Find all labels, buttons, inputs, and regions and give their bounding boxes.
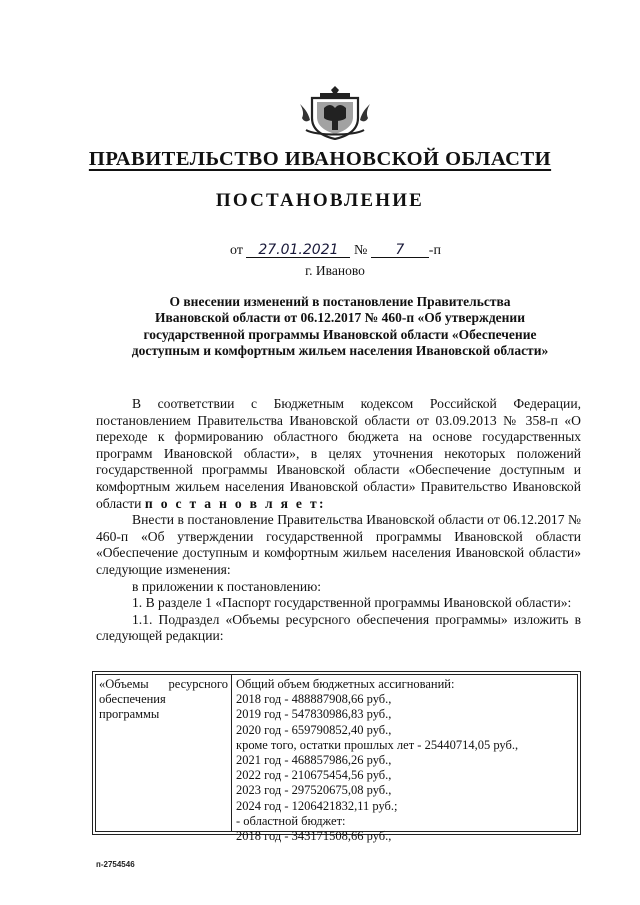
resource-table-inner: [95, 674, 578, 844]
budget-line: кроме того, остатки прошлых лет - 25440714,05 руб.,: [236, 737, 519, 752]
resource-table: [92, 671, 581, 844]
number-sign: №: [353, 243, 368, 258]
document-type: ПОСТАНОВЛЕНИЕ: [215, 190, 425, 211]
date-prefix: от: [230, 243, 243, 258]
city: г. Иваново: [305, 263, 365, 278]
body-paragraph: в приложении к постановлению:: [132, 578, 322, 594]
left-cell-line: обеспечения: [99, 692, 166, 707]
left-cell-word: «Объемы: [99, 677, 149, 691]
budget-line: Общий объем бюджетных ассигнований:: [236, 677, 455, 691]
number-suffix: -п: [428, 243, 441, 258]
document-subject: [100, 294, 580, 359]
subject-line: Ивановской области от 06.12.2017 № 460-п «Об утверждении: [155, 310, 525, 326]
budget-line: 2018 год - 343171508,66 руб.,: [236, 829, 392, 844]
left-cell-line: [99, 677, 228, 692]
body-paragraph: [96, 396, 581, 512]
table-right-cell: [232, 675, 577, 844]
document-body: [96, 396, 581, 645]
date-handwritten: 27.01.2021: [246, 243, 350, 258]
budget-line: 2019 год - 547830986,83 руб.,: [236, 707, 392, 722]
budget-line: 2018 год - 488887908,66 руб.,: [236, 692, 392, 707]
subject-line: доступным и комфортным жильем населения Ивановской области»: [131, 342, 549, 358]
coat-of-arms-icon: [298, 84, 372, 140]
left-cell-word: ресурсного: [168, 677, 228, 691]
footer-code: п-2754546: [96, 860, 135, 869]
budget-line: - областной бюджет:: [236, 813, 346, 828]
subject-line: О внесении изменений в постановление Правительства: [169, 294, 511, 309]
budget-line: 2020 год - 659790852,40 руб.,: [236, 722, 392, 737]
body-paragraph: 1. В разделе 1 «Паспорт государственной программы Ивановской области»:: [132, 595, 572, 611]
paragraph-text: В соответствии с Бюджетным кодексом Российской Федерации, постановлением Правительства Ивановской области от 03.09.2013 № 358-п «О переходе к формированию областного бюджета на основе государственных программ Ивановской области», в целях уточнения некоторых положений государственной программы Ивановской области «Обеспечение доступным и комфортным жильем населения Ивановской области» Правительство Ивановской области: [96, 396, 581, 511]
decision-word: п о с т а н о в л я е т:: [144, 495, 326, 511]
budget-line: 2023 год - 297520675,08 руб.,: [236, 783, 392, 798]
body-paragraph: Внести в постановление Правительства Ивановской области от 06.12.2017 № 460-п «Об утверждении государственной программы Ивановской области «Обеспечение доступным и комфортным жильем населения Ивановской области» следующие изменения:: [96, 512, 581, 577]
left-cell-line: программы: [99, 707, 160, 722]
number-handwritten: 7: [371, 243, 429, 258]
date-number-line: [230, 243, 441, 259]
budget-line: 2021 год - 468857986,26 руб.,: [236, 753, 392, 768]
budget-line: 2024 год - 1206421832,11 руб.;: [236, 798, 398, 813]
subject-line: государственной программы Ивановской области «Обеспечение: [143, 326, 537, 342]
government-title: ПРАВИТЕЛЬСТВО ИВАНОВСКОЙ ОБЛАСТИ: [88, 148, 552, 170]
body-paragraph: 1.1. Подраздел «Объемы ресурсного обеспечения программы» изложить в следующей редакции:: [96, 611, 581, 644]
table-left-cell: [96, 675, 232, 831]
budget-line: 2022 год - 210675454,56 руб.,: [236, 768, 392, 783]
